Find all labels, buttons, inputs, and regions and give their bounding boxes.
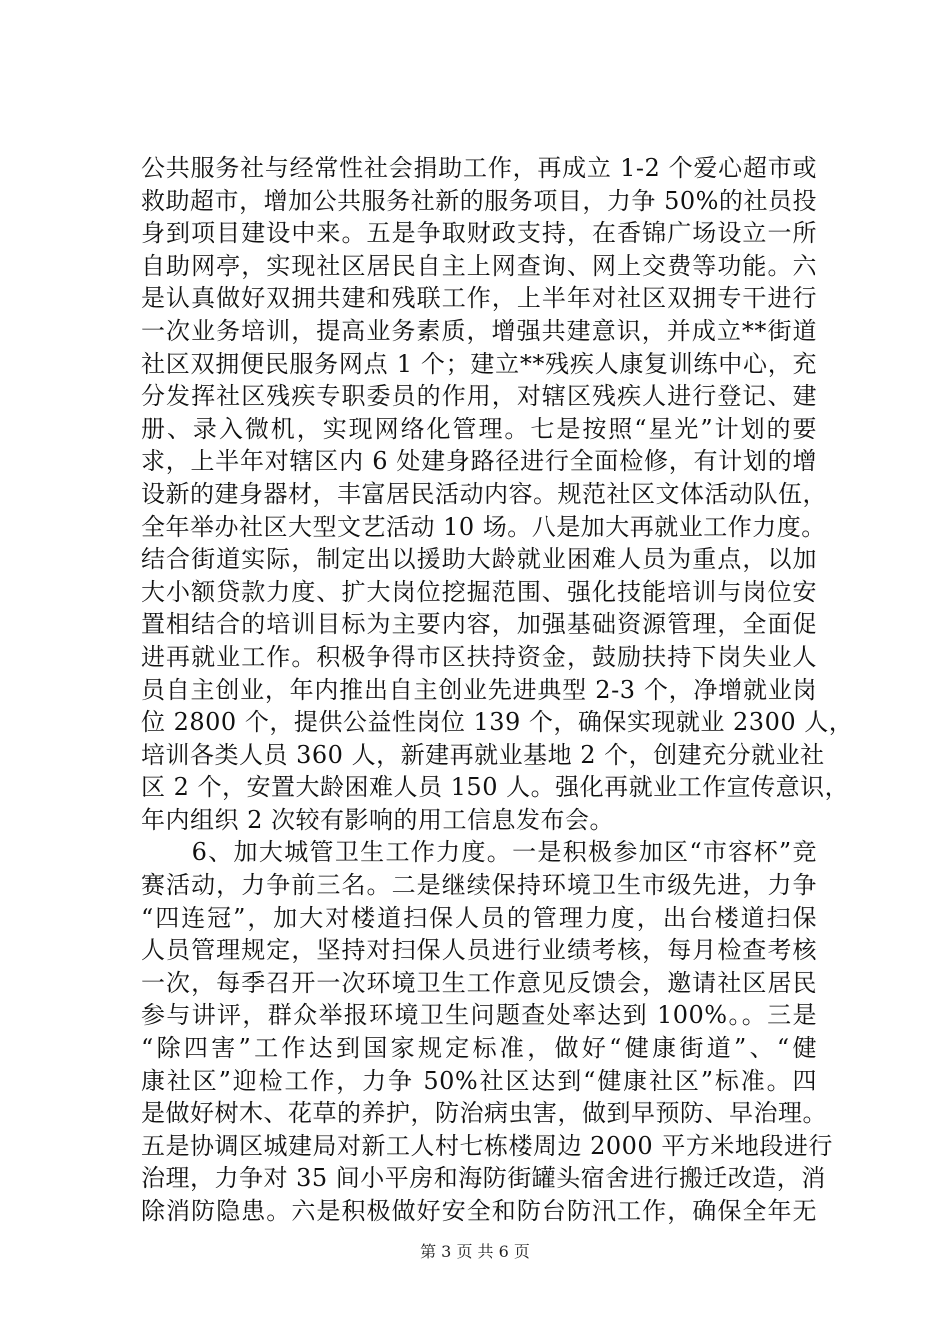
text-line: 五是协调区城建局对新工人村七栋楼周边 2000 平方米地段进行 <box>141 1131 833 1160</box>
text-line: 位 2800 个，提供公益性岗位 139 个，确保实现就业 2300 人， <box>141 708 854 737</box>
text-line: 人员管理规定，坚持对扫保人员进行业绩考核，每月检查考核 <box>141 936 817 965</box>
text-line: 自助网亭，实现社区居民自主上网查询、网上交费等功能。六 <box>141 251 817 280</box>
text-line: 培训各类人员 360 人，新建再就业基地 2 个，创建充分就业社 <box>141 740 825 769</box>
text-line: 康社区”迎检工作，力争 50%社区达到“健康社区”标准。四 <box>141 1066 817 1095</box>
text-line: 除消防隐患。六是积极做好安全和防台防汛工作，确保全年无 <box>141 1197 817 1225</box>
text-line: 参与讲评，群众举报环境卫生问题查处率达到 100%。。三是 <box>141 1001 817 1030</box>
text-line: “除四害”工作达到国家规定标准，做好“健康街道”、“健 <box>141 1034 817 1063</box>
text-line: 年内组织 2 次较有影响的用工信息发布会。 <box>141 805 615 834</box>
text-line: 进再就业工作。积极争得市区扶持资金，鼓励扶持下岗失业人 <box>141 642 817 671</box>
page-footer: 第 3 页 共 6 页 <box>420 1242 530 1261</box>
text-line: 是认真做好双拥共建和残联工作，上半年对社区双拥专干进行 <box>141 284 817 313</box>
text-line: 6、加大城管卫生工作力度。一是积极参加区“市容杯”竞 <box>141 838 817 867</box>
text-line: 身到项目建设中来。五是争取财政支持，在香锦广场设立一所 <box>141 219 817 248</box>
document-body <box>141 152 854 1228</box>
text-line: “四连冠”，加大对楼道扫保人员的管理力度，出台楼道扫保 <box>141 903 817 932</box>
text-line: 求，上半年对辖区内 6 处建身路径进行全面检修，有计划的增 <box>141 447 817 476</box>
text-line: 赛活动，力争前三名。二是继续保持环境卫生市级先进，力争 <box>141 871 817 900</box>
text-line: 设新的建身器材，丰富居民活动内容。规范社区文体活动队伍， <box>141 479 827 508</box>
text-line: 一次，每季召开一次环境卫生工作意见反馈会，邀请社区居民 <box>141 968 817 997</box>
text-line: 大小额贷款力度、扩大岗位挖掘范围、强化技能培训与岗位安 <box>141 577 817 606</box>
text-line: 公共服务社与经常性社会捐助工作，再成立 1-2 个爱心超市或 <box>141 154 817 182</box>
text-line: 员自主创业，年内推出自主创业先进典型 2-3 个，净增就业岗 <box>141 675 817 704</box>
text-line: 治理，力争对 35 间小平房和海防街罐头宿舍进行搬迁改造，消 <box>141 1164 826 1193</box>
text-line: 救助超市，增加公共服务社新的服务项目，力争 50%的社员投 <box>141 186 817 215</box>
text-line: 分发挥社区残疾专职委员的作用，对辖区残疾人进行登记、建 <box>141 382 817 411</box>
text-line: 册、录入微机，实现网络化管理。七是按照“星光”计划的要 <box>141 414 817 443</box>
text-line: 社区双拥便民服务网点 1 个；建立**残疾人康复训练中心，充 <box>141 349 817 378</box>
text-line: 置相结合的培训目标为主要内容，加强基础资源管理，全面促 <box>141 610 817 639</box>
text-line: 区 2 个，安置大龄困难人员 150 人。强化再就业工作宣传意识， <box>141 773 850 802</box>
text-line: 是做好树木、花草的养护，防治病虫害，做到早预防、早治理。 <box>141 1099 827 1128</box>
text-line: 一次业务培训，提高业务素质，增强共建意识，并成立**街道 <box>141 316 817 345</box>
text-line: 结合街道实际，制定出以援助大龄就业困难人员为重点，以加 <box>141 545 817 574</box>
text-line: 全年举办社区大型文艺活动 10 场。八是加大再就业工作力度。 <box>141 512 826 541</box>
